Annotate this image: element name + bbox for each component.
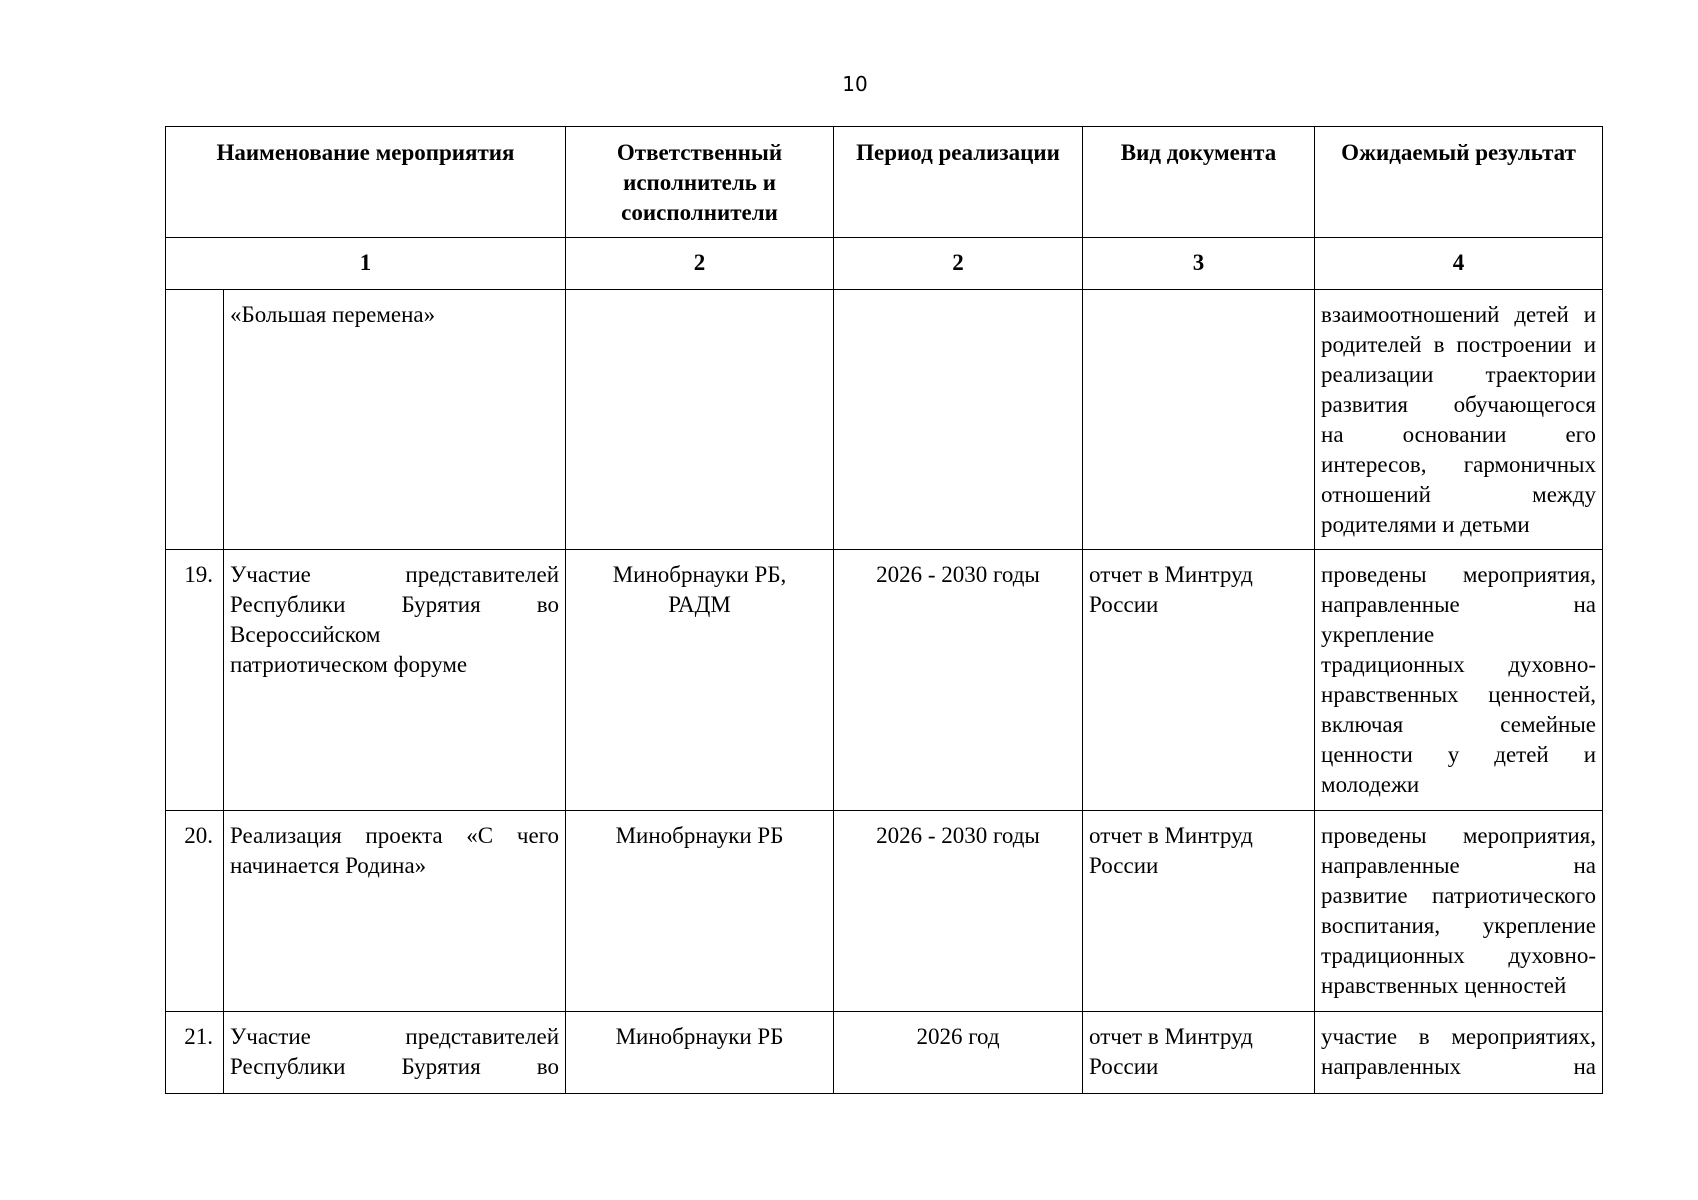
result-line: направленные на bbox=[1321, 853, 1597, 878]
name-line: Реализация проекта «С чего bbox=[230, 823, 560, 848]
result-line: родителей в построении и bbox=[1321, 332, 1597, 357]
header-period: Период реализации bbox=[834, 127, 1083, 238]
doc-type: отчет в Минтруд России bbox=[1083, 1012, 1315, 1094]
doc-type: отчет в Минтруд России bbox=[1083, 550, 1315, 811]
table-row bbox=[166, 550, 1603, 811]
result-line: направленные на bbox=[1321, 592, 1597, 617]
period: 2026 год bbox=[834, 1012, 1083, 1094]
event-name: «Большая перемена» bbox=[224, 290, 566, 550]
table-row bbox=[166, 1012, 1603, 1094]
period: 2026 - 2030 годы bbox=[834, 811, 1083, 1012]
header-name: Наименование мероприятия bbox=[166, 127, 566, 238]
result-line: взаимоотношений детей и bbox=[1321, 302, 1597, 327]
page-number: 10 bbox=[842, 72, 868, 96]
column-number-3: 3 bbox=[1083, 238, 1315, 290]
result-line: проведены мероприятия, bbox=[1321, 823, 1597, 848]
result-line: включая семейные bbox=[1321, 712, 1597, 737]
result-line: проведены мероприятия, bbox=[1321, 562, 1597, 587]
result-line: направленных на bbox=[1321, 1054, 1597, 1079]
result-line: родителями и детьми bbox=[1321, 512, 1530, 537]
name-line: патриотическом форуме bbox=[230, 652, 468, 677]
row-number: 20. bbox=[166, 811, 224, 1012]
row-number bbox=[166, 290, 224, 550]
event-name bbox=[224, 550, 566, 811]
responsible: Минобрнауки РБ bbox=[566, 811, 834, 1012]
table-row bbox=[166, 811, 1603, 1012]
result-line: традиционных духовно- bbox=[1321, 652, 1597, 677]
column-number-row bbox=[166, 238, 1603, 290]
result-line: развитие патриотического bbox=[1321, 883, 1597, 908]
column-number-2a: 2 bbox=[566, 238, 834, 290]
row-number: 19. bbox=[166, 550, 224, 811]
event-name bbox=[224, 811, 566, 1012]
period: 2026 - 2030 годы bbox=[834, 550, 1083, 811]
result-line: нравственных ценностей, bbox=[1321, 682, 1597, 707]
name-line: Участие представителей bbox=[230, 1024, 560, 1049]
expected-result bbox=[1315, 811, 1603, 1012]
table-header-row bbox=[166, 127, 1603, 238]
result-line: реализации траектории bbox=[1321, 362, 1597, 387]
column-number-2b: 2 bbox=[834, 238, 1083, 290]
table-row bbox=[166, 290, 1603, 550]
result-line: нравственных ценностей bbox=[1321, 973, 1567, 998]
column-number-4: 4 bbox=[1315, 238, 1603, 290]
header-result: Ожидаемый результат bbox=[1315, 127, 1603, 238]
events-table bbox=[165, 126, 1603, 1094]
result-line: участие в мероприятиях, bbox=[1321, 1024, 1597, 1049]
expected-result bbox=[1315, 290, 1603, 550]
event-name bbox=[224, 1012, 566, 1094]
result-line: отношений между bbox=[1321, 482, 1597, 507]
responsible: Минобрнауки РБ bbox=[566, 1012, 834, 1094]
name-line: Участие представителей bbox=[230, 562, 560, 587]
result-line: на основании его bbox=[1321, 422, 1597, 447]
expected-result bbox=[1315, 1012, 1603, 1094]
responsible bbox=[566, 290, 834, 550]
result-line: традиционных духовно- bbox=[1321, 943, 1597, 968]
name-line: Всероссийском bbox=[230, 622, 381, 647]
doc-type: отчет в Минтруд России bbox=[1083, 811, 1315, 1012]
column-number-1: 1 bbox=[166, 238, 566, 290]
name-line: Республики Бурятия во bbox=[230, 592, 560, 617]
result-line: воспитания, укрепление bbox=[1321, 913, 1597, 938]
row-number: 21. bbox=[166, 1012, 224, 1094]
name-line: Республики Бурятия во bbox=[230, 1054, 560, 1079]
header-doc-type: Вид документа bbox=[1083, 127, 1315, 238]
responsible: Минобрнауки РБ, РАДМ bbox=[566, 550, 834, 811]
result-line: развития обучающегося bbox=[1321, 392, 1597, 417]
expected-result bbox=[1315, 550, 1603, 811]
result-line: укрепление bbox=[1321, 622, 1435, 647]
header-responsible: Ответственный исполнитель и соисполнители bbox=[566, 127, 834, 238]
doc-type bbox=[1083, 290, 1315, 550]
result-line: интересов, гармоничных bbox=[1321, 452, 1597, 477]
name-line: начинается Родина» bbox=[230, 853, 427, 878]
result-line: ценности у детей и bbox=[1321, 742, 1597, 767]
period bbox=[834, 290, 1083, 550]
result-line: молодежи bbox=[1321, 772, 1420, 797]
